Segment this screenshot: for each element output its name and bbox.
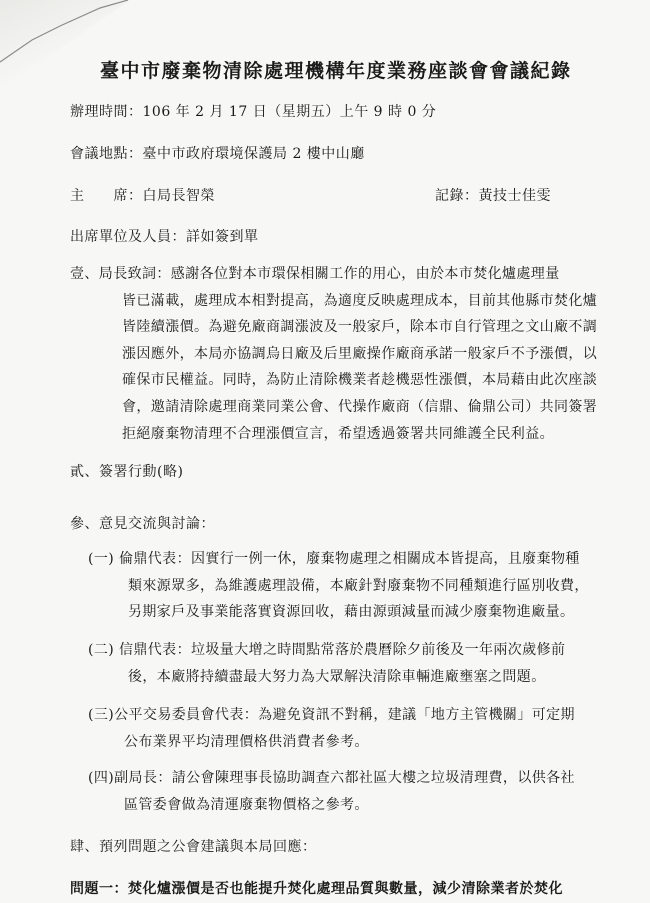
section1-line: 皆已滿載，處理成本相對提高，為適度反映處理成本，目前其他縣市焚化爐	[122, 292, 598, 309]
item1-line: 類來源眾多，為維護處理設備，本廠針對廢棄物不同種類進行區別收費，	[128, 577, 589, 594]
section-opening-remarks	[70, 261, 640, 447]
item3-line: 公布業界平均清理價格供消費者參考。	[124, 733, 369, 750]
meeting-recorder: 記錄：黃技士佳雯	[435, 188, 551, 204]
item2-line: (二) 信鼎代表：垃圾量大增之時間點常落於農曆除夕前後及一年兩次歲修前	[88, 642, 566, 658]
item3-line: (三)公平交易委員會代表：為避免資訊不對稱，建議「地方主管機關」可定期	[88, 707, 575, 723]
section1-line: 拒絕廢棄物清理不合理漲價宣言，希望透過簽署共同維護全民利益。	[122, 425, 554, 442]
item4-line: (四)副局長：請公會陳理事長協助調查六都社區大樓之垃圾清理費，以供各社	[88, 770, 575, 786]
section1-line: 壹、局長致詞：感謝各位對本市環保相關工作的用心，由於本市焚化爐處理量	[70, 266, 560, 282]
section1-line: 皆陸續漲價。為避免廠商調漲波及一般家戶，除本市自行管理之文山廠不調	[122, 319, 598, 336]
question-1: 問題一：焚化爐漲價是否也能提升焚化處理品質與數量，減少清除業者於焚化	[70, 881, 563, 897]
section1-line: 漲因應外，本局亦協調烏日廠及后里廠操作廠商承諾一般家戶不予漲價，以	[122, 345, 598, 362]
item1-line: (一) 倫鼎代表：因實行一例一休，廢棄物處理之相關成本皆提高，且廢棄物種	[88, 551, 580, 567]
section1-line: 確保市民權益。同時，為防止清除機業者趁機惡性漲價，本局藉由此次座談	[122, 372, 598, 389]
item1-line: 另期家戶及事業能落實資源回收，藉由源頭減量而減少廢棄物進廠量。	[128, 604, 575, 621]
discussion-item-1	[88, 546, 643, 626]
meeting-attendees: 出席單位及人員：詳如簽到單	[70, 229, 259, 245]
discussion-item-4	[88, 765, 643, 818]
section-signing-action: 貳、簽署行動(略)	[70, 464, 184, 480]
section-discussion-heading: 參、意見交流與討論：	[70, 516, 215, 532]
item4-line: 區管委會做為清運廢棄物價格之參考。	[124, 796, 369, 813]
meeting-location: 會議地點：臺中市政府環境保護局 2 樓中山廳	[70, 146, 365, 162]
meeting-chair: 主 席：白局長智榮	[70, 188, 215, 204]
discussion-item-2	[88, 637, 643, 690]
discussion-item-3	[88, 702, 643, 755]
item2-line: 後，本廠將持續盡最大努力為大眾解決清除車輛進廠壅塞之問題。	[128, 668, 546, 685]
document-title: 臺中市廢棄物清除處理機構年度業務座談會會議紀錄	[100, 60, 572, 82]
section1-line: 會，邀請清除處理商業同業公會、代操作廠商（信鼎、倫鼎公司）共同簽署	[122, 398, 598, 415]
section-preset-questions-heading: 肆、預列問題之公會建議與本局回應：	[70, 839, 317, 855]
meeting-time: 辦理時間：106 年 2 月 17 日（星期五）上午 9 時 0 分	[70, 104, 437, 120]
